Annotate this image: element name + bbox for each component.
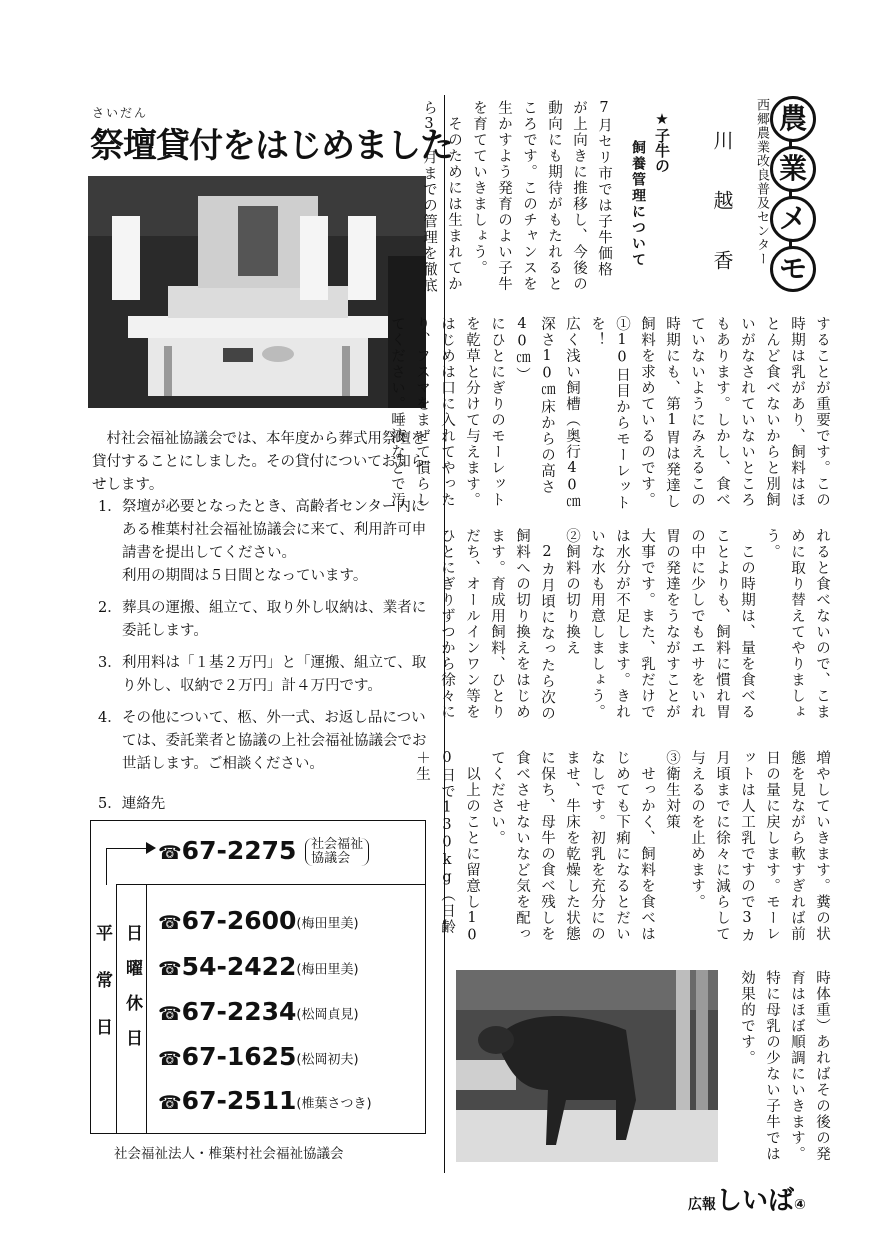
phone-owner: (松岡貞見)	[296, 1007, 359, 1023]
memo-badge-char: モ	[770, 246, 816, 292]
phone-owner: (梅田里美)	[296, 916, 359, 932]
item-text: 利用料は「１基２万円」と「運搬、組立て、取り外し、収納で２万円」計４万円です。	[122, 655, 427, 694]
item-number: 1．	[98, 499, 122, 515]
phone-number: 67-2234	[181, 997, 297, 1026]
phone-number: 54-2422	[181, 952, 297, 981]
author-name: 川越香	[710, 130, 734, 310]
memo-badge-char: 農	[770, 96, 816, 142]
phone-icon: ☎	[158, 912, 182, 934]
phone-icon: ☎	[158, 958, 182, 980]
publication-name: しいば	[716, 1186, 795, 1216]
arrow-line	[106, 848, 151, 885]
calf-photo	[456, 970, 718, 1162]
item-note: 利用の期間は５日間となっています。	[122, 568, 368, 584]
section-subheading: 飼養管理について	[630, 140, 646, 268]
title-ruby: さいだん	[92, 106, 149, 120]
item-text: その他について、柩、外一式、お返し品については、委託業者と協議の上社会福祉協議会でお世話します。ご相談ください。	[122, 710, 427, 772]
phone-number: 67-2275	[181, 836, 297, 865]
main-phone	[158, 836, 369, 866]
altar-photo	[88, 176, 426, 408]
phone-icon: ☎	[158, 1003, 182, 1025]
item-number: 2．	[98, 600, 122, 616]
memo-text-upper: 7月セリ市では子牛価格 が上向きに推移し、今後の 動向にも期待がもたれると ころです。このチャンスを 生かすよう発育のよい子牛 を育てていきましょう。 そのためには生まれてか ら3ヶ月までの管理を徹底	[421, 100, 612, 294]
holiday-divider	[146, 884, 147, 1134]
memo-text-bottom: 増やしていきます。糞の状 態を見ながら軟すぎれば前 日の量に戻します。モーレ ットは人工乳ですので3カ 月頃までに徐々に減らして 与えるのを止めます。 ③衛生対策 せっかく、飼料を食べは じめても下痢になるとだい なしです。初乳を充分にの ませ、牛床を乾燥した状態 に保ち、母牛の食べ残しを 食べさせないなど気を配っ てください。 以上のことに留意し10 0日で130kg（日齢＋生	[414, 750, 830, 945]
contact-label: 5．連絡先	[98, 796, 166, 812]
phone-icon: ☎	[158, 1092, 182, 1114]
holiday-phone	[158, 952, 359, 981]
memo-badge-char: 業	[770, 146, 816, 192]
phone-number: 67-2600	[181, 906, 297, 935]
weekday-label: 平常日	[92, 924, 112, 1065]
phone-icon: ☎	[158, 842, 182, 864]
footer-label: 広報	[688, 1197, 716, 1213]
phone-owner: 社会福祉 協議会	[305, 838, 369, 866]
holiday-phone	[158, 997, 359, 1026]
list-item	[92, 707, 430, 776]
holiday-phone	[158, 1042, 359, 1071]
footer-organization: 社会福祉法人・椎葉村社会福祉協議会	[114, 1146, 344, 1162]
section-heading: ★子牛の	[653, 110, 671, 173]
phone-number: 67-1625	[181, 1042, 297, 1071]
list-item	[92, 597, 430, 643]
phone-owner: (梅田里美)	[296, 962, 359, 978]
phone-owner: (椎葉さつき)	[296, 1096, 372, 1112]
memo-text-middle: することが重要です。この 時期は乳があり、飼料はほ とんど食べないからと別飼 いがなされていないところ もあります。しかし、食べ ていないようにみえるこの 時期にも、第1胃は発達し 飼料を求めているのです。 ①10日目からモーレットを！ 広く浅い飼槽（奥行40㎝ 深さ10㎝床からの高さ40㎝） にひとにぎりのモーレット を乾草と分けて与えます。 はじめは口に入れてやった り、フスマをまぜて慣らし てください。唾液などで汚	[389, 316, 830, 511]
item-number: 3．	[98, 655, 122, 671]
intro-text: 村社会福祉協議会では、本年度から葬式用祭壇を貸付することにしました。その貸付についてお知らせします。	[92, 431, 426, 493]
phone-owner: (松岡初夫)	[296, 1052, 359, 1068]
holiday-label: 日曜休日	[122, 924, 142, 1064]
page-footer	[688, 1180, 806, 1217]
list-item	[92, 496, 430, 588]
item-number: 4．	[98, 710, 122, 726]
list-item	[92, 652, 430, 698]
memo-text-final: 時体重）あればその後の発 育はほぼ順調にいきます。 特に母乳の少ない子牛では 効果的です。	[739, 970, 830, 1162]
memo-badge-char: メ	[770, 196, 816, 242]
phone-icon: ☎	[158, 1048, 182, 1070]
notice-list	[92, 496, 430, 785]
arrow-icon	[146, 842, 156, 854]
item-text: 葬具の運搬、組立て、取り外し収納は、業者に委託します。	[122, 600, 427, 639]
holiday-phone	[158, 1086, 372, 1115]
page-title: 祭壇貸付をはじめました	[90, 126, 453, 166]
holiday-phone	[158, 906, 359, 935]
center-name: 西郷農業改良普及センター	[754, 98, 769, 266]
memo-text-lower: れると食べないので、こま めに取り替えてやりましょ う。 この時期は、量を食べる ことよりも、飼料に慣れ胃 の中に少しでもエサをいれ 胃の発達をうながすことが 大事です。また、乳だけで は水分が不足します。きれ いな水も用意しましょう。 ②飼料の切り換え 2カ月頃になったら次の 飼料への切り換えをはじめ ます。育成用飼料、ひとり だち、オールインワン等を ひとにぎりずつから徐々に	[439, 528, 830, 722]
page-number: ④	[794, 1197, 806, 1213]
phone-number: 67-2511	[181, 1086, 297, 1115]
item-text: 祭壇が必要となったとき、高齢者センター内にある椎葉村社会福祉協議会に来て、利用許可申請書を提出してください。	[122, 499, 427, 561]
